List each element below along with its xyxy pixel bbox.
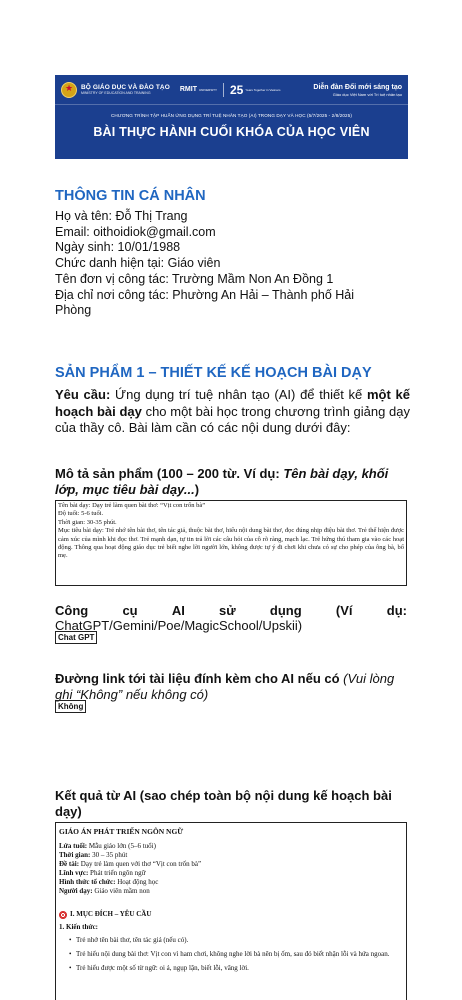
ai-tool-heading <box>55 603 407 633</box>
rmit-sub: UNIVERSITY <box>198 87 217 92</box>
desc-line: Độ tuổi: 5-6 tuổi. <box>58 510 104 518</box>
list-item: • Trẻ nhớ tên bài thơ, tên tác giả (nếu có). <box>69 936 403 945</box>
attachment-answer: Không <box>55 700 86 713</box>
plan-title: GIÁO ÁN PHÁT TRIỂN NGÔN NGỮ <box>59 827 184 836</box>
desc-line: Mục tiêu bài dạy: Trẻ nhớ tên bài thơ, tên tác giả, thuộc bài thơ, hiểu nội dung bài thơ, đọc đúng nhịp điệu bài thơ. Trẻ thể hiện được cảm xúc của mình khi đọc thơ. Trẻ mạnh dạn, tự tin trả lời các câu hỏi của cô rõ ràng, mạch lạc. Trẻ hứng thú tham gia vào các hoạt động. Thông qua hoạt động giáo dục trẻ biết nghe lời người lớn, không được tự ý đi chơi khi chưa có sự cho phép của ông bà, bố mẹ. <box>58 527 404 560</box>
info-email: Email: oithoidiok@gmail.com <box>55 224 216 239</box>
list-item: • Trẻ hiểu được một số từ ngữ: oi ả, ngụp lặn, biết lỗi, vâng lời. <box>69 964 403 973</box>
description-heading-italic: Tên bài dạy, khối lớp, mục tiêu bài dạy... <box>55 466 389 497</box>
logo-divider <box>223 83 224 97</box>
plan-row: Đề tài: Dạy trẻ làm quen với thơ “Vịt con trốn bà” <box>59 860 202 868</box>
requirement-text <box>55 387 410 437</box>
desc-line: Tên bài dạy: Dạy trẻ làm quen bài thơ: “Vịt con trốn bà” <box>58 502 206 509</box>
tool-examples: ChatGPT/Gemini/Poe/MagicSchool/Upskii) <box>55 618 303 633</box>
info-address-cont: Phòng <box>55 303 92 318</box>
plan-info <box>59 842 403 896</box>
requirement-part2: cho một bài học trong chương trình giảng dạy của thầy cô. Bài làm cần có các nội dung dưới đây: <box>55 403 410 435</box>
plan-row: Người dạy: Giáo viên mầm non <box>59 887 150 895</box>
tool-word: AI <box>171 603 185 618</box>
national-emblem-icon <box>61 82 77 98</box>
attachment-heading-text: Đường link tới tài liệu đính kèm cho AI nếu có <box>55 671 344 686</box>
program-name: CHƯƠNG TRÌNH TẬP HUẤN ỨNG DỤNG TRÍ TUỆ NHÂN TẠO (AI) TRONG DẠY VÀ HỌC (5/7/2025 - 2/8/2025) <box>110 113 352 118</box>
tool-word: dụ: <box>386 603 407 618</box>
years-text: Years Together in Vietnam <box>245 87 281 92</box>
banner-logos <box>55 75 408 105</box>
forum-title: Diễn đàn Đổi mới sáng tạo <box>313 83 402 91</box>
requirement-label: Yêu cầu: <box>55 387 111 402</box>
goal-heading <box>59 910 403 919</box>
description-heading <box>55 466 410 498</box>
ai-result-heading: Kết quả từ AI (sao chép toàn bộ nội dung kế hoạch bài dạy) <box>55 788 392 819</box>
years-number: 25 <box>230 82 244 97</box>
rmit-logo <box>180 86 217 93</box>
goal-heading-text: I. MỤC ĐÍCH – YÊU CẦU <box>70 910 152 918</box>
info-name: Họ và tên: Đỗ Thị Trang <box>55 209 188 223</box>
desc-line: Thời gian: 30-35 phút. <box>58 518 117 526</box>
description-box <box>55 500 407 586</box>
requirement-part1: Ứng dụng trí tuệ nhân tạo (AI) để thiết kế <box>110 387 367 402</box>
attachment-heading-italic: (Vui lòng ghi “Không” nếu không có) <box>55 671 395 702</box>
personal-info <box>55 209 415 319</box>
product-heading: SẢN PHẨM 1 – THIẾT KẾ KẾ HOẠCH BÀI DẠY <box>55 365 372 381</box>
banner-title: BÀI THỰC HÀNH CUỐI KHÓA CỦA HỌC VIÊN <box>93 125 370 139</box>
plan-row: Lĩnh vực: Phát triển ngôn ngữ <box>59 869 146 877</box>
ministry-logo <box>61 82 170 98</box>
ministry-name: BỘ GIÁO DỤC VÀ ĐÀO TẠO <box>81 83 170 91</box>
list-item: • Trẻ hiểu nội dung bài thơ: Vịt con vì ham chơi, không nghe lời bà nên bị ốm, sau đó biết nhận lỗi và hứa ngoan. <box>69 950 403 959</box>
header-banner <box>55 75 408 159</box>
info-address: Địa chỉ nơi công tác: Phường An Hải – Thành phố Hải <box>55 287 355 302</box>
info-birthdate: Ngày sinh: 10/01/1988 <box>55 240 181 255</box>
knowledge-list <box>69 936 403 973</box>
forum-logo <box>313 83 402 97</box>
description-heading-end: ) <box>194 482 200 497</box>
forum-subtitle: Giáo dục Việt Nam với Trí tuệ nhân tạo <box>332 91 402 97</box>
tool-word: (Ví <box>335 603 353 618</box>
attachment-heading <box>55 671 410 703</box>
target-icon <box>59 911 67 919</box>
requirement-bold: một kế hoạch bài dạy <box>55 387 411 419</box>
plan-row: Lứa tuổi: Mẫu giáo lớn (5–6 tuổi) <box>59 842 156 850</box>
knowledge-heading: 1. Kiến thức: <box>59 923 99 931</box>
info-workplace: Tên đơn vị công tác: Trường Mầm Non An Đồng 1 <box>55 271 334 286</box>
info-position: Chức danh hiện tại: Giáo viên <box>55 256 221 271</box>
description-heading-text: Mô tả sản phẩm (100 – 200 từ. Ví dụ: <box>55 466 284 481</box>
ministry-sub: MINISTRY OF EDUCATION AND TRAINING <box>81 90 151 95</box>
anniversary-logo <box>230 83 280 97</box>
tool-word: dụng <box>269 603 302 618</box>
tool-word: Công <box>55 603 89 618</box>
ai-result-box <box>55 822 407 1000</box>
tool-word: sử <box>219 603 236 618</box>
rmit-mark: RMIT <box>179 86 197 93</box>
plan-row: Hình thức tổ chức: Hoạt động học <box>59 878 159 886</box>
ai-tool-answer: Chat GPT <box>55 631 97 644</box>
plan-row: Thời gian: 30 – 35 phút <box>59 851 128 859</box>
tool-word: cụ <box>122 603 138 618</box>
personal-info-heading: THÔNG TIN CÁ NHÂN <box>55 188 206 204</box>
